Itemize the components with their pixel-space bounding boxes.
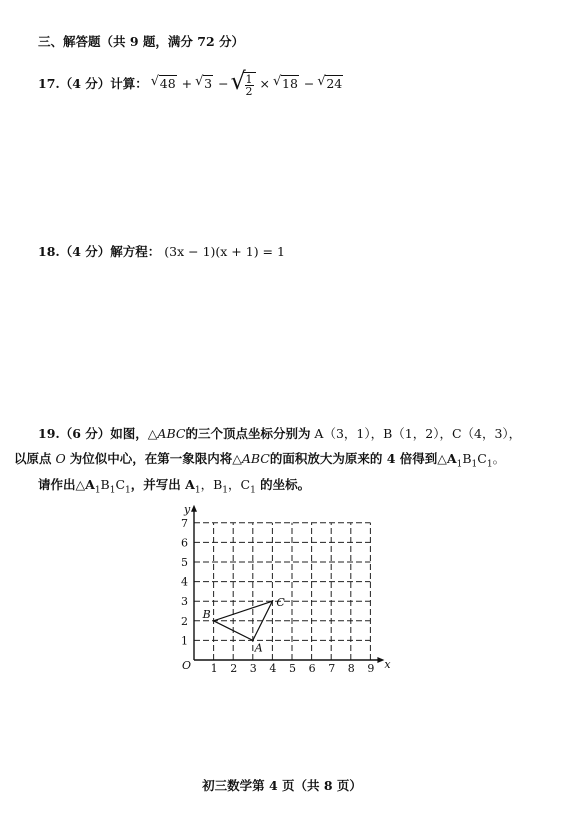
y-tick-label: 1: [181, 634, 188, 648]
section-header: 三、解答题（共 9 题，满分 72 分）: [38, 34, 245, 49]
question-19-line-2: 以原点 O 为位似中心，在第一象限内将△ABC的面积放大为原来的 4 倍得到$\triangle A_1B_1C_1$。: [14, 451, 506, 470]
x-tick-label: 1: [210, 662, 218, 675]
x-tick-label: 8: [347, 662, 355, 675]
origin-label: O: [182, 659, 192, 672]
point-label-c: C: [276, 596, 285, 610]
equation: (3x − 1)(x + 1) = 1: [164, 244, 285, 259]
question-19-line-1: 19.（6 分）如图，△ABC的三个顶点坐标分别为 A（3，1），B（1，2），C（4，3），: [38, 426, 522, 441]
y-tick-label: 5: [181, 556, 188, 569]
y-axis-label: y: [184, 502, 191, 516]
y-tick-label: 2: [181, 614, 188, 628]
plus-sign: +: [181, 76, 193, 91]
y-tick-label: 3: [181, 595, 188, 609]
x-tick-label: 2: [230, 662, 238, 675]
sqrt-18: √ 18: [274, 75, 299, 93]
times-sign: ×: [259, 76, 271, 91]
question-18-label: 18.（4 分）解方程：: [38, 244, 161, 259]
y-tick-label: 4: [181, 575, 188, 589]
sqrt-24: √ 24: [318, 75, 343, 93]
question-17: [38, 72, 344, 97]
x-axis-arrow: [377, 657, 384, 663]
sqrt-3: √ 3: [196, 75, 213, 93]
y-axis-arrow: [191, 505, 197, 512]
x-tick-label: 5: [289, 662, 296, 675]
sqrt-48: √ 48: [152, 75, 177, 93]
question-18: [38, 243, 285, 261]
x-tick-label: 3: [249, 662, 257, 675]
x-tick-label: 7: [328, 662, 336, 675]
minus-sign: −: [218, 76, 229, 91]
page-footer: 初三数学第 4 页（共 8 页）: [202, 778, 362, 793]
point-label-a: A: [254, 641, 263, 655]
sqrt-half: √ $\frac{1}{2}$: [233, 72, 256, 97]
x-tick-label: 6: [308, 662, 316, 675]
x-tick-label: 9: [367, 662, 375, 675]
y-tick-label: 7: [181, 516, 188, 530]
point-label-b: B: [202, 607, 211, 621]
question-17-label: 17.（4 分）计算：: [38, 76, 148, 91]
minus-sign-2: −: [303, 76, 315, 91]
x-axis-label: x: [384, 658, 391, 671]
x-tick-label: 4: [269, 662, 277, 675]
coordinate-grid: [168, 496, 398, 676]
y-tick-label: 6: [181, 536, 188, 550]
question-19-line-3: 请作出$\triangle A_1B_1C_1$，并写出 $A_1$，$B_1$，$C_1$ 的坐标。: [38, 477, 311, 496]
